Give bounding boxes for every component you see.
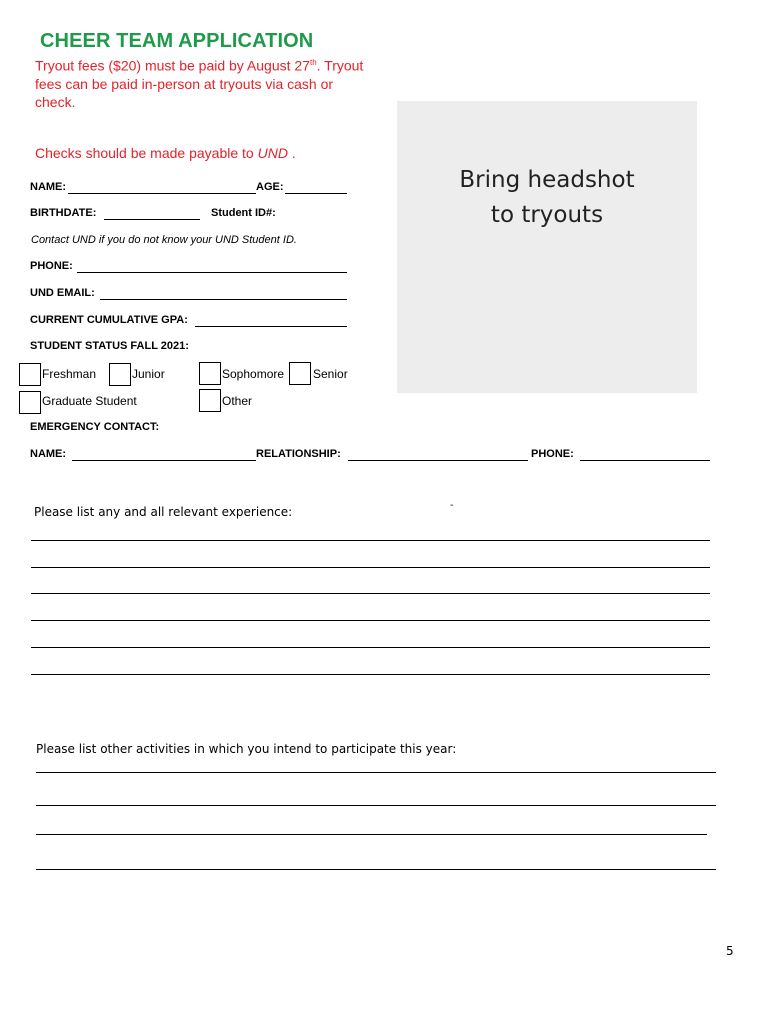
activities-line-1[interactable] bbox=[36, 772, 716, 773]
age-field[interactable] bbox=[285, 193, 347, 194]
sophomore-label: Sophomore bbox=[222, 367, 285, 381]
gpa-label: CURRENT CUMULATIVE GPA: bbox=[30, 314, 188, 326]
check-payee: UND bbox=[257, 145, 288, 161]
activities-line-4[interactable] bbox=[36, 869, 716, 870]
emergency-contact-heading: EMERGENCY CONTACT: bbox=[30, 421, 160, 433]
graduate-student-checkbox[interactable] bbox=[19, 391, 41, 414]
experience-prompt: Please list any and all relevant experience: bbox=[34, 505, 293, 519]
page-number: 5 bbox=[726, 944, 734, 958]
experience-line-2[interactable] bbox=[31, 567, 710, 568]
activities-line-3[interactable] bbox=[36, 834, 707, 835]
activities-line-2[interactable] bbox=[36, 805, 716, 806]
freshman-checkbox[interactable] bbox=[19, 363, 41, 386]
phone-field[interactable] bbox=[77, 272, 347, 273]
fee-notice-superscript: th bbox=[309, 58, 317, 67]
headshot-placeholder bbox=[397, 101, 697, 393]
emergency-name-label: NAME: bbox=[30, 448, 67, 460]
freshman-label: Freshman bbox=[42, 367, 97, 381]
name-field[interactable] bbox=[68, 193, 256, 194]
emergency-phone-field[interactable] bbox=[580, 460, 710, 461]
check-suffix: . bbox=[287, 145, 296, 161]
senior-checkbox[interactable] bbox=[289, 362, 311, 385]
headshot-instruction bbox=[397, 163, 697, 233]
other-checkbox[interactable] bbox=[199, 389, 221, 412]
headshot-line-1: Bring headshot bbox=[459, 167, 635, 193]
phone-label: PHONE: bbox=[30, 260, 73, 272]
experience-line-1[interactable] bbox=[31, 540, 710, 541]
birthdate-field[interactable] bbox=[104, 219, 200, 220]
fee-notice-text: Tryout fees ($20) must be paid by August 27 bbox=[35, 57, 310, 74]
student-id-note: Contact UND if you do not know your UND Student ID. bbox=[31, 234, 297, 246]
sophomore-checkbox[interactable] bbox=[199, 362, 221, 385]
experience-line-6[interactable] bbox=[31, 674, 710, 675]
emergency-relationship-label: RELATIONSHIP: bbox=[256, 448, 341, 460]
fee-notice bbox=[35, 54, 370, 111]
junior-label: Junior bbox=[132, 367, 165, 381]
und-email-field[interactable] bbox=[100, 299, 347, 300]
stray-dash: - bbox=[450, 500, 454, 511]
name-label: NAME: bbox=[30, 181, 67, 193]
activities-prompt: Please list other activities in which you intend to participate this year: bbox=[36, 742, 457, 756]
headshot-line-2: to tryouts bbox=[490, 202, 604, 228]
emergency-phone-label: PHONE: bbox=[531, 448, 574, 460]
check-payable-notice bbox=[35, 145, 296, 161]
check-prefix: Checks should be made payable to bbox=[35, 145, 258, 161]
emergency-name-field[interactable] bbox=[72, 460, 256, 461]
birthdate-label: BIRTHDATE: bbox=[30, 207, 97, 219]
experience-line-4[interactable] bbox=[31, 620, 710, 621]
experience-line-3[interactable] bbox=[31, 593, 710, 594]
experience-line-5[interactable] bbox=[31, 647, 710, 648]
und-email-label: UND EMAIL: bbox=[30, 287, 95, 299]
student-id-label: Student ID#: bbox=[211, 207, 276, 219]
senior-label: Senior bbox=[313, 367, 348, 381]
graduate-student-label: Graduate Student bbox=[42, 394, 137, 408]
fee-notice-text-cont: . Tryout fees can be paid in-person at tryouts via cash or check. bbox=[35, 57, 364, 110]
student-status-label: STUDENT STATUS FALL 2021: bbox=[30, 340, 189, 352]
other-label: Other bbox=[222, 394, 253, 408]
form-title: CHEER TEAM APPLICATION bbox=[40, 30, 314, 52]
emergency-relationship-field[interactable] bbox=[348, 460, 528, 461]
age-label: AGE: bbox=[256, 181, 284, 193]
gpa-field[interactable] bbox=[195, 326, 347, 327]
junior-checkbox[interactable] bbox=[109, 363, 131, 386]
